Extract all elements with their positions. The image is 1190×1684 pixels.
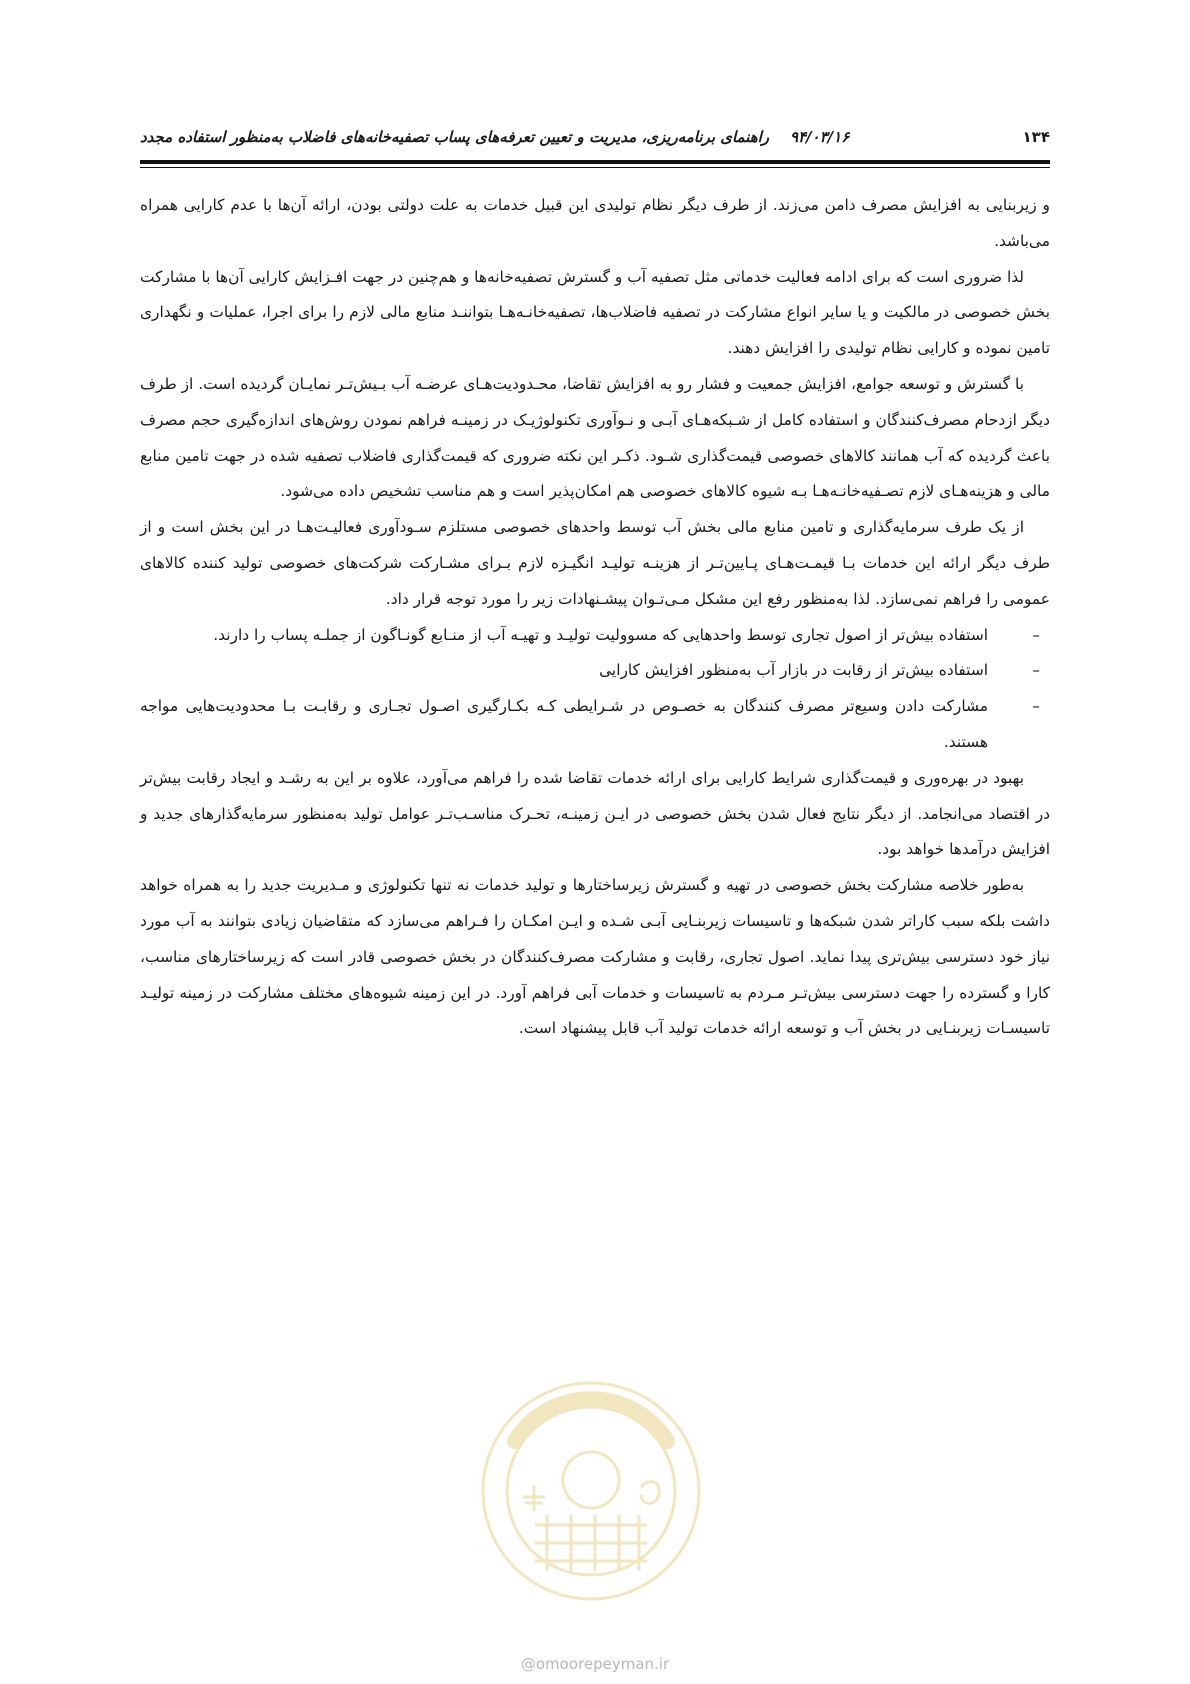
- bullet-marker: –: [1032, 625, 1040, 644]
- page-body: [140, 188, 1050, 1047]
- watermark-seal: [475, 1375, 707, 1607]
- paragraph: و زیربنایی به افزایش مصرف دامن می‌زند. از طرف دیگر نظام تولیدی این قبیل خدمات به علت دولتی بودن، ارائه آن‌ها با عدم کارایی همراه می‌باشد.: [140, 196, 1050, 250]
- page-number: ۱۳۴: [1022, 128, 1050, 146]
- header-rule-thin: [140, 167, 1050, 168]
- paragraph: بهبود در بهره‌وری و قیمت‌گذاری شرایط کارایی برای ارائه خدمات تقاضا شده را فراهم می‌آورد، علاوه بر این به رشـد و ایجاد رقابت بیش‌تر در اقتصاد می‌انجامد. از دیگر نتایج فعال شدن بخش خصوصی در ایـن زمینـه، تحـرک مناسـب‌تـر عوامل تولید به‌منظور سرمایه‌گذارهای جدید و افزایش درآمدها خواهد بود.: [140, 768, 1050, 859]
- watermark-url: @omoorepeyman.ir: [520, 1655, 670, 1673]
- page-header: [140, 128, 1050, 150]
- bullet-item: – استفاده بیش‌تر از اصول تجاری توسط واحدهایی که مسوولیت تولیـد و تهیـه آب از منـابع گونـاگون از جملـه پساب را دارند.: [140, 618, 1050, 654]
- paragraph: لذا ضروری است که برای ادامه فعالیت خدماتی مثل تصفیه آب و گسترش تصفیه‌خانه‌ها و هم‌چنین در جهت افـزایش کارایی آن‌ها با مشارکت بخش خصوصی در مالکیت و یا سایر انواع مشارکت در تصفیه فاضلاب‌ها، تصفیه‌خانـه‌هـا بتواننـد منابع مالی لازم را برای اجرا، عملیات و نگهداری تامین نموده و کارایی نظام تولیدی را افزایش دهند.: [140, 267, 1050, 358]
- bullet-marker: –: [1032, 697, 1040, 716]
- running-title: [140, 128, 849, 146]
- header-title: راهنمای برنامه‌ریزی، مدیریت و تعیین تعرفه‌های پساب تصفیه‌خانه‌های فاضلاب به‌منظور استفاده مجدد: [140, 128, 770, 146]
- header-rule-thick: [140, 160, 1050, 164]
- bullet-marker: –: [1032, 661, 1040, 680]
- bullet-item: – استفاده بیش‌تر از رقابت در بازار آب به‌منظور افزایش کارایی: [140, 653, 1050, 689]
- paragraph: با گسترش و توسعه جوامع، افزایش جمعیت و فشار رو به افزایش تقاضا، محـدودیت‌هـای عرضـه آب بـیش‌تـر نمایـان گردیده است. از طرف دیگر ازدحام مصرف‌کنندگان و استفاده کامل از شـبکه‌هـای آبـی و نـوآوری تکنولوژیـک در زمینـه فراهم نمودن روش‌های اندازه‌گیری حجم مصرف باعث گردیده که آب همانند کالاهای خصوصی قیمت‌گذاری شـود. ذکـر این نکته ضروری که قیمت‌گذاری فاضلاب تصفیه شده در جهت تامین منابع مالی و هزینه‌هـای لازم تصـفیه‌خانـه‌هـا بـه شیوه کالاهای خصوصی هم امکان‌پذیر است و هم مناسب تشخیص داده می‌شود.: [140, 374, 1050, 501]
- bullet-list: [140, 618, 1050, 761]
- bullet-item: – مشارکت دادن وسیع‌تر مصرف کنندگان به خصـوص در شـرایطی کـه بکـارگیری اصـول تجـاری و رقابـت بـا محدودیت‌هایی مواجه هستند.: [140, 689, 1050, 761]
- paragraph: از یک طرف سرمایه‌گذاری و تامین منابع مالی بخش آب توسط واحدهای خصوصی مستلزم سـودآوری فعالیـت‌هـا در این بخش است و از طرف دیگر ارائه این خدمات بـا قیمـت‌هـای پـایین‌تـر از هزینـه تولیـد انگیـزه لازم بـرای مشـارکت شرکت‌های خصوصی تولید کننده کالاهای عمومی را فراهم نمی‌سازد. لذا به‌منظور رفع این مشکل مـی‌تـوان پیشـنهادات زیر را مورد توجه قرار داد.: [140, 518, 1050, 608]
- header-date: ۹۴/۰۳/۱۶: [789, 128, 850, 146]
- paragraph: به‌طور خلاصه مشارکت بخش خصوصی در تهیه و گسترش زیرساختارها و تولید خدمات نه تنها تکنولوژی و مـدیریت جدید را به همراه خواهد داشت بلکه سبب کاراتر شدن شبکه‌ها و تاسیسات زیربنـایی آبـی شـده و ایـن امکـان را فـراهم می‌سازد که متقاضیان زیادی بتوانند به آب مورد نیاز خود دسترسی بیش‌تری پیدا نماید. اصول تجاری، رقابت و مشارکت مصرف‌کنندگان در بخش خصوصی قادر است که زیرساختارهای مناسب، کارا و گسترده را جهت دسترسی بیش‌تـر مـردم به تاسیسات و خدمات آبی فراهم آورد. در این زمینه شیوه‌های مختلف مشارکت در زمینه تولیـد تاسیسـات زیربنـایی در بخش آب و توسعه ارائه خدمات تولید آب قابل پیشنهاد است.: [140, 876, 1050, 1038]
